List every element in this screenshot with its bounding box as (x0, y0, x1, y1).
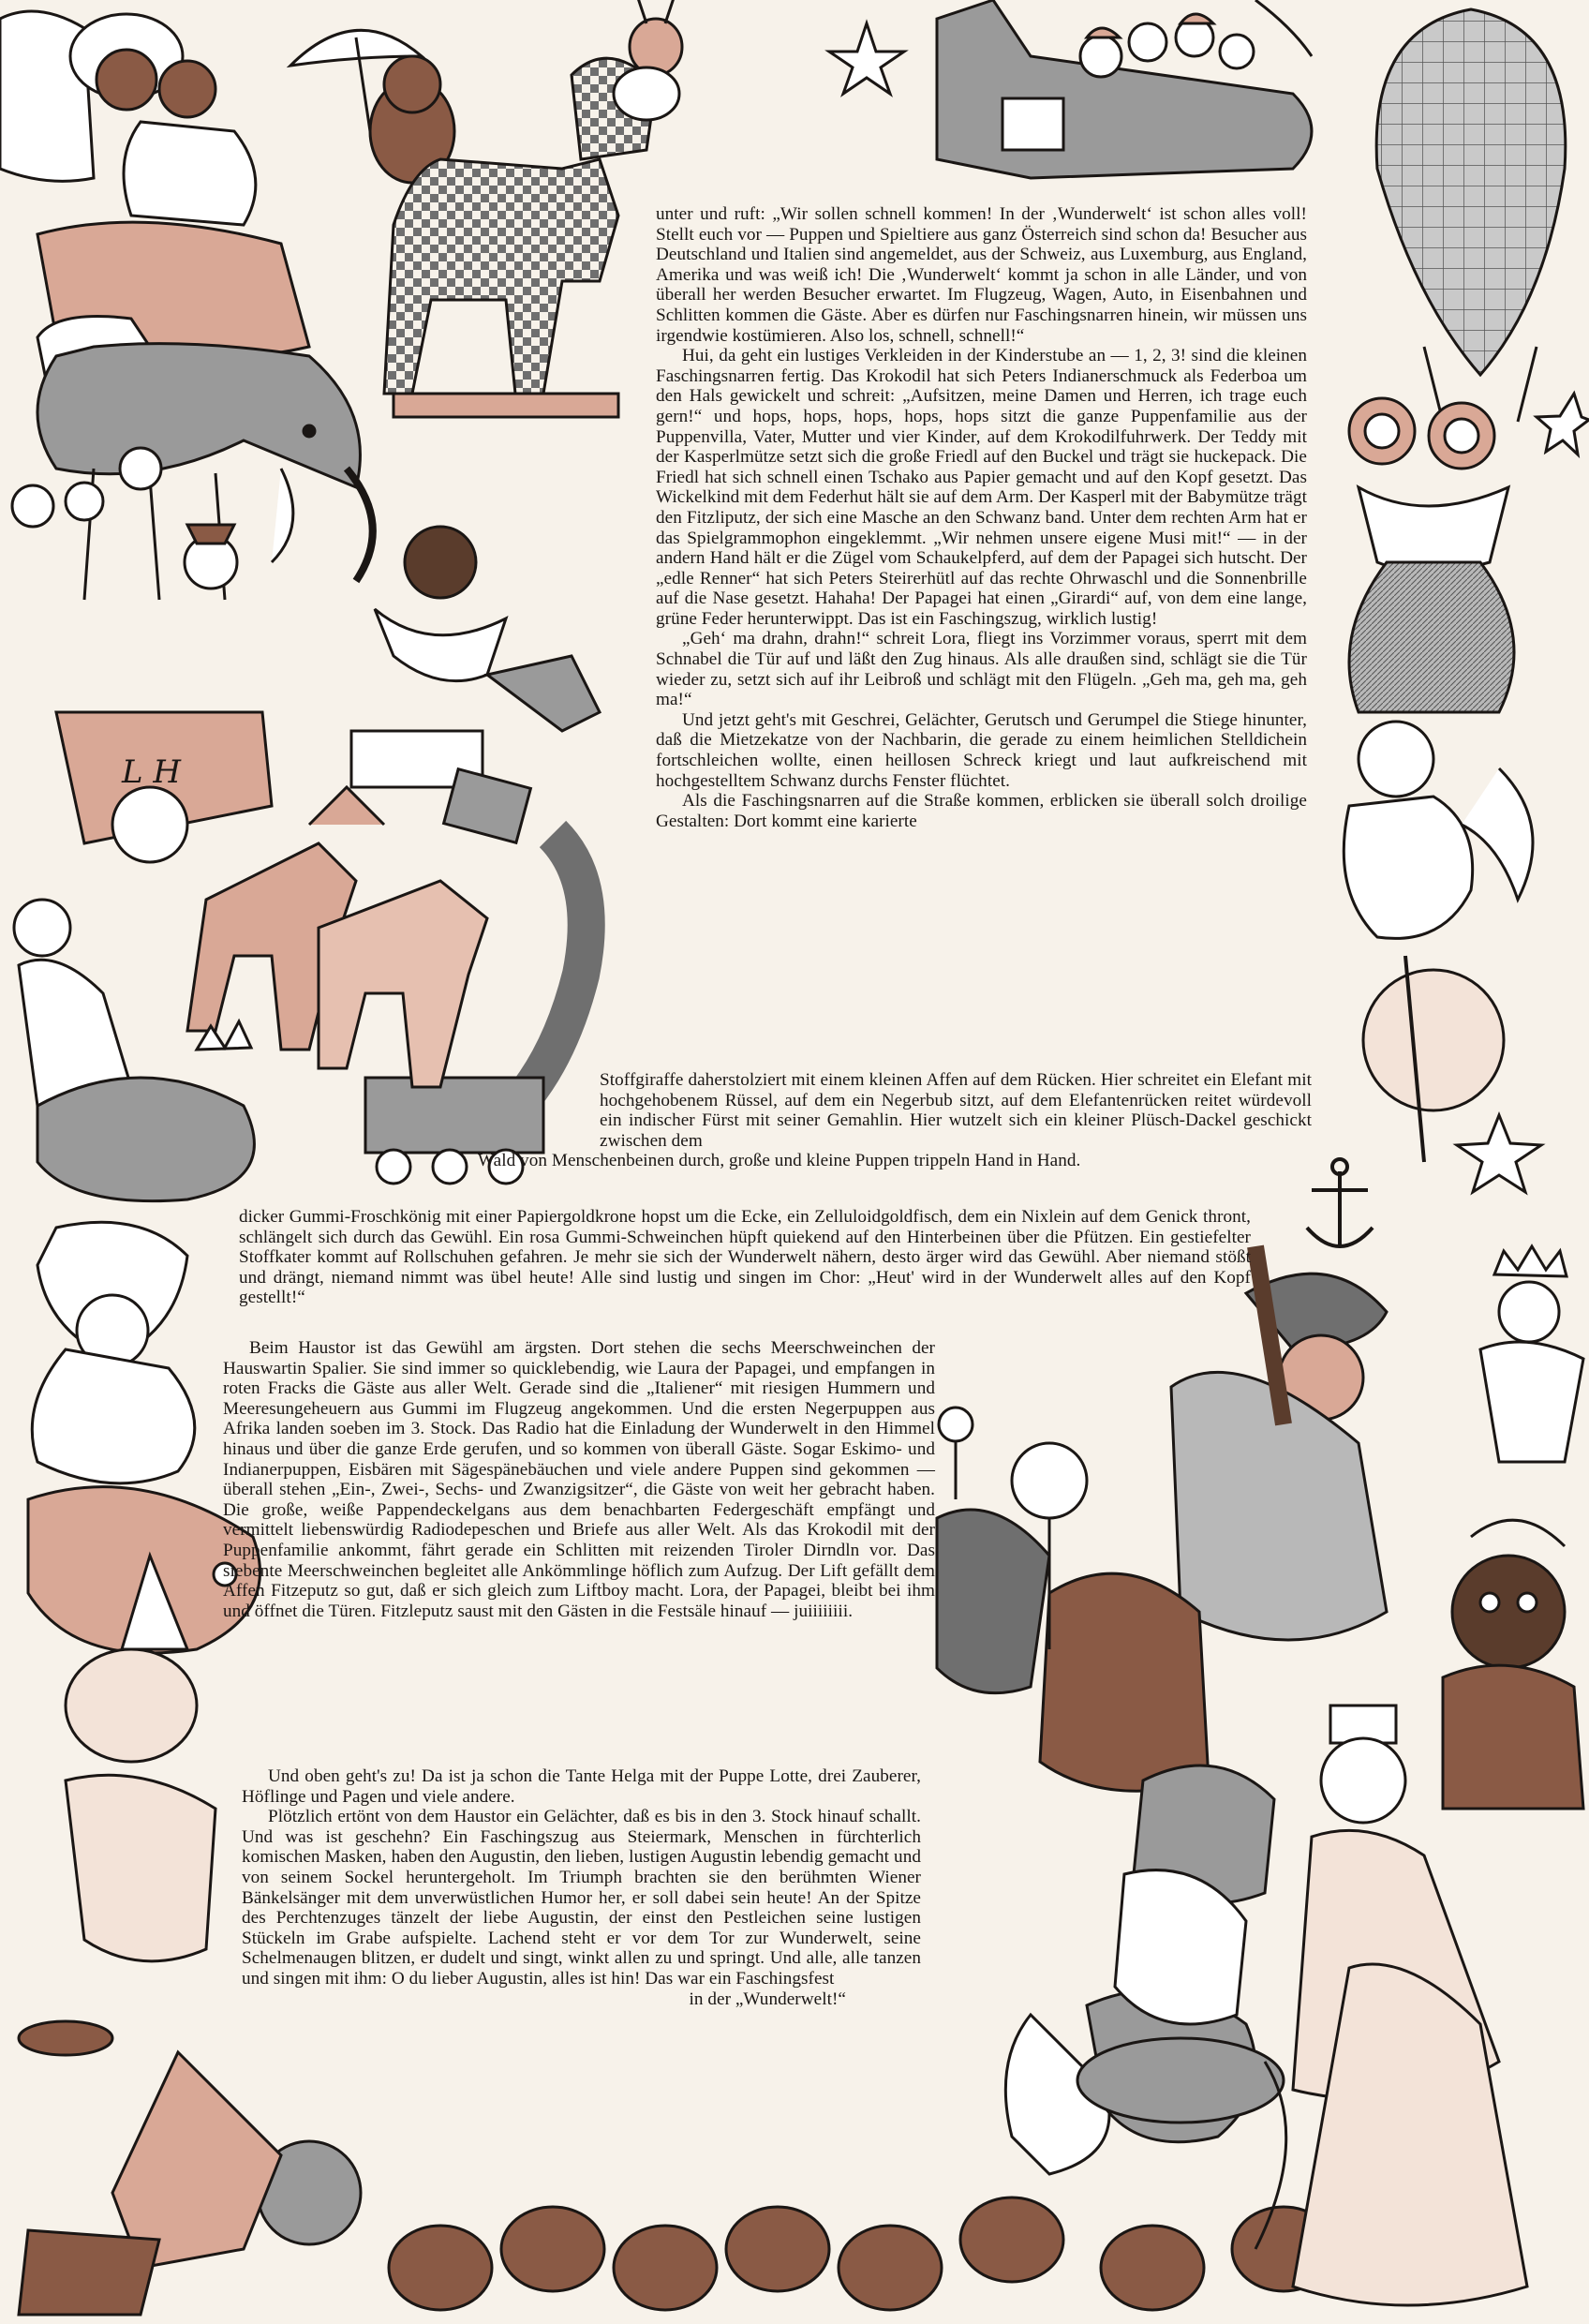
star-icon (829, 23, 904, 94)
cat-on-rollerskates (19, 2021, 361, 2315)
anchor-icon (1307, 1159, 1373, 1246)
paragraph: unter und ruft: „Wir sollen schnell kommen! In der ‚Wunderwelt‘ ist schon alles voll! Stellt euch vor — Puppen und Spieltiere aus ganz Österreich sind schon da! Besucher aus Deutschland und Italien sind angemeldet, aus der Schweiz, aus Luxemburg, aus England, Amerika und was weiß ich! Die ‚Wunderwelt‘ kommt ja schon in alle Länder, und von überall her werden Besucher erwartet. Im Flugzeug, Wagen, Auto, in Eisenbahnen und Schlitten kommen die Gäste. Aber es dürfen nur Faschingsnarren hinein, wir müssen uns irgendwie kostümieren. Also los, schnell, schnell!“ (656, 204, 1307, 346)
paragraph: Hui, da geht ein lustiges Verkleiden in der Kinderstube an — 1, 2, 3! sind die kleinen Faschingsnarren fertig. Das Krokodil hat sich Peters Indianerschmuck als Federboa um den Hals gewickelt und schreit: „Aufsitzen, meine Damen und Herren, ich trage euch gern!“ und hops, hops, hops, hops, hops sitzt die ganze Puppenfamilie aus der Puppenvilla, Vater, Mutter und vier Kinder, auf dem Krokodilfuhrwerk. Der Teddy mit der Kasperlmütze setzt sich die große Friedl auf den Buckel und trägt sie huckepack. Die Friedl hat sich schnell einen Tschako aus Papier gemacht und auf den Kopf gesetzt. Das Wickelkind mit dem Federhut hält sie auf dem Arm. Der Kasperl mit der Babymütze trägt den Fitzliputz, der sich eine Masche an den Schwanz band. Unter dem rechten Arm hat er das Spielgrammophon eingeklemmt. „Wir nehmen unsere eigene Musi mit!“ — in der andern Hand hält er die Zügel vom Schaukelpferd, auf dem der Papagei sich hutscht. Der „edle Renner“ hat sich Peters Steirerhütl auf das rechte Ohrwaschl und die Sonnenbrille auf die Nase gesetzt. Hahaha! Der Papagei hat einen „Girardi“ auf, von dem eine lange, grüne Feder herunterwippt. Das ist ein Faschingszug, wirklich lustig! (656, 346, 1307, 629)
princess-doll (1480, 1246, 1583, 1462)
guinea-pigs-row (389, 2197, 1335, 2310)
airplane-with-children (937, 0, 1312, 178)
story-column-top (656, 204, 1307, 831)
hot-air-balloon (1376, 9, 1566, 422)
paragraph: „Geh‘ ma drahn, drahn!“ schreit Lora, fliegt ins Vorzimmer voraus, sperrt mit dem Schnabel die Tür auf und läßt den Zug hinaus. Als alle draußen sind, schlägt sie die Tür wieder zu, setzt sich auf ihr Leibroß und schlägt mit den Flügeln. „Geh ma, geh ma, geh ma!“ (656, 629, 1307, 710)
paragraph: Wald von Menschenbeinen durch, große und kleine Puppen trippeln Hand in Hand. (478, 1151, 1081, 1171)
paragraph: Und jetzt geht's mit Geschrei, Gelächter, Gerutsch und Gerumpel die Stiege hinunter, daß die Mietzekatze von der Nachbarin, die gerade zu einem heimlichen Stelldichein fortschleichen wollte, einen heillosen Schreck kriegt und laut aufkreischend mit hochgestelltem Schwanz durchs Fenster flüchtet. (656, 709, 1307, 791)
paragraph: Beim Haustor ist das Gewühl am ärgsten. Dort stehen die sechs Meerschweinchen der Hauswartin Spalier. Sie sind immer so quicklebendig, wie Laura der Papagei, und empfangen in roten Fracks die Gäste aus aller Welt. Gerade sind die „Italiener“ mit riesigen Hummern und Meeresungeheuern aus Gummi im Flugzeug angekommen. Und die ersten Negerpuppen aus Afrika landen soeben im 3. Stock. Das Radio hat die Einladung der Wunderwelt in den Himmel hinaus und über die ganze Erde gerufen, und so kommen von überall Gäste. Sogar Eskimo- und Indianerpuppen, Eisbären mit Sägespänebäuchen und viele andere Puppen sind gekommen — überall stehen „Ein-, Zwei-, Sechs- und Zwanzigsitzer“, die Gäste von weit her gebracht haben. Die große, weiße Pappendeckelgans aus dem benachbarten Federgeschäft empfängt und vermittelt liebenswürdig Radiodepeschen und Briefe aus aller Welt. Als das Krokodil mit der Puppenfamilie ankommt, fährt gerade ein Schlitten mit reizenden Tiroler Dirndln vor. Das siebente Meerschweinchen begleitet alle Ankömmlinge höflich zum Aufzug. Der Lift gefällt dem Affen Fitzeputz so gut, daß er sich gleich zum Liftboy macht. Lora, der Papagei, bleibt bei ihm und öffnet die Türen. Fitzleputz saust mit den Gästen in die Festsäle hinauf — juiiiiiiii. (223, 1338, 935, 1621)
devil-teddy (1443, 1520, 1583, 1809)
basket-initials: L H (122, 753, 182, 791)
story-column-bottom (242, 1766, 921, 2009)
story-column-middle (478, 1070, 1312, 1171)
paragraph: Plötzlich ertönt von dem Haustor ein Gelächter, daß es bis in den 3. Stock hinauf schallt. Und was ist geschehn? Ein Faschingszug aus Steiermark, Menschen in fürchterlich komischen Masken, haben den Augustin, den lieben, lustigen Augustin lebendig gemacht und von seinem Sockel heruntergeholt. Im Triumph brachten sie den berühmten Wiener Bänkelsänger mit dem unverwüstlichen Humor her, er soll dabei sein heute! An der Spitze des Perchtenzuges tänzelt der liebe Augustin, der einst den Pestleichen seine lustigen Stückeln im Grabe aufspielte. Lachend steht er vor dem Tor zur Wunderwelt, seine Schelmenaugen blitzen, er dudelt und singt, winkt allen zu und springt. Und alle, alle tanzen und singen mit ihm: O du lieber Augustin, alles ist hin! Das war ein Faschingsfest (242, 1807, 921, 1989)
star-icon (1457, 1115, 1541, 1192)
rabbit (614, 0, 682, 120)
doll-cart (12, 448, 272, 862)
paragraph: Stoffgiraffe daherstolziert mit einem kleinen Affen auf dem Rücken. Hier schreitet ein Elefant mit hochgehobenem Rüssel, auf dem ein Negerbub sitzt, auf dem Elefantenrücken reitet würdevoll ein indischer Fürst mit seiner Gemahlin. Hier wutzelt sich ein kleiner Plüsch-Dackel geschickt zwischen dem (600, 1070, 1312, 1151)
doll-angel (14, 900, 131, 1106)
eskimo-dolls-basket (1349, 398, 1514, 712)
paragraph: Als die Faschingsnarren auf die Straße kommen, erblicken sie überall solch droilige Gestalten: Dort kommt eine karierte (656, 791, 1307, 831)
bearded-mask-figure (1077, 1870, 1286, 2249)
closing-line: in der „Wunderwelt!“ (689, 1989, 846, 2009)
prince-on-elephant (0, 11, 373, 600)
star-icon (1537, 394, 1589, 454)
paragraph: dicker Gummi-Froschkönig mit einer Papiergoldkrone hopst um die Ecke, ein Zelluloidgoldfisch, dem ein Nixlein auf dem Genick thront, schlängelt sich durch das Gewühl. Ein rosa Gummi-Schweinchen hüpft quiekend auf den Hinterbeinen über die Pfützen. Ein gestiefelter Stoffkater kommt auf Rollschuhen gefahren. Je mehr sie sich der Wunderwelt nähern, desto ärger wird das Gewühl. Aber niemand stößt und drängt, niemand nimmt was übel heute! Alle sind lustig und singen im Chor: „Heut' wird in der Wunderwelt alles auf den Kopf gestellt!“ (239, 1207, 1251, 1308)
grammophone (375, 527, 600, 731)
story-column-wide (239, 1207, 1251, 1308)
story-column-lower (223, 1338, 935, 1621)
paragraph: Und oben geht's zu! Da ist ja schon die Tante Helga mit der Puppe Lotte, drei Zauberer, Höflinge und Pagen und viele andere. (242, 1766, 921, 1807)
teddy-on-moon (1344, 722, 1533, 1162)
checkered-giraffe-with-monkey (290, 30, 656, 417)
